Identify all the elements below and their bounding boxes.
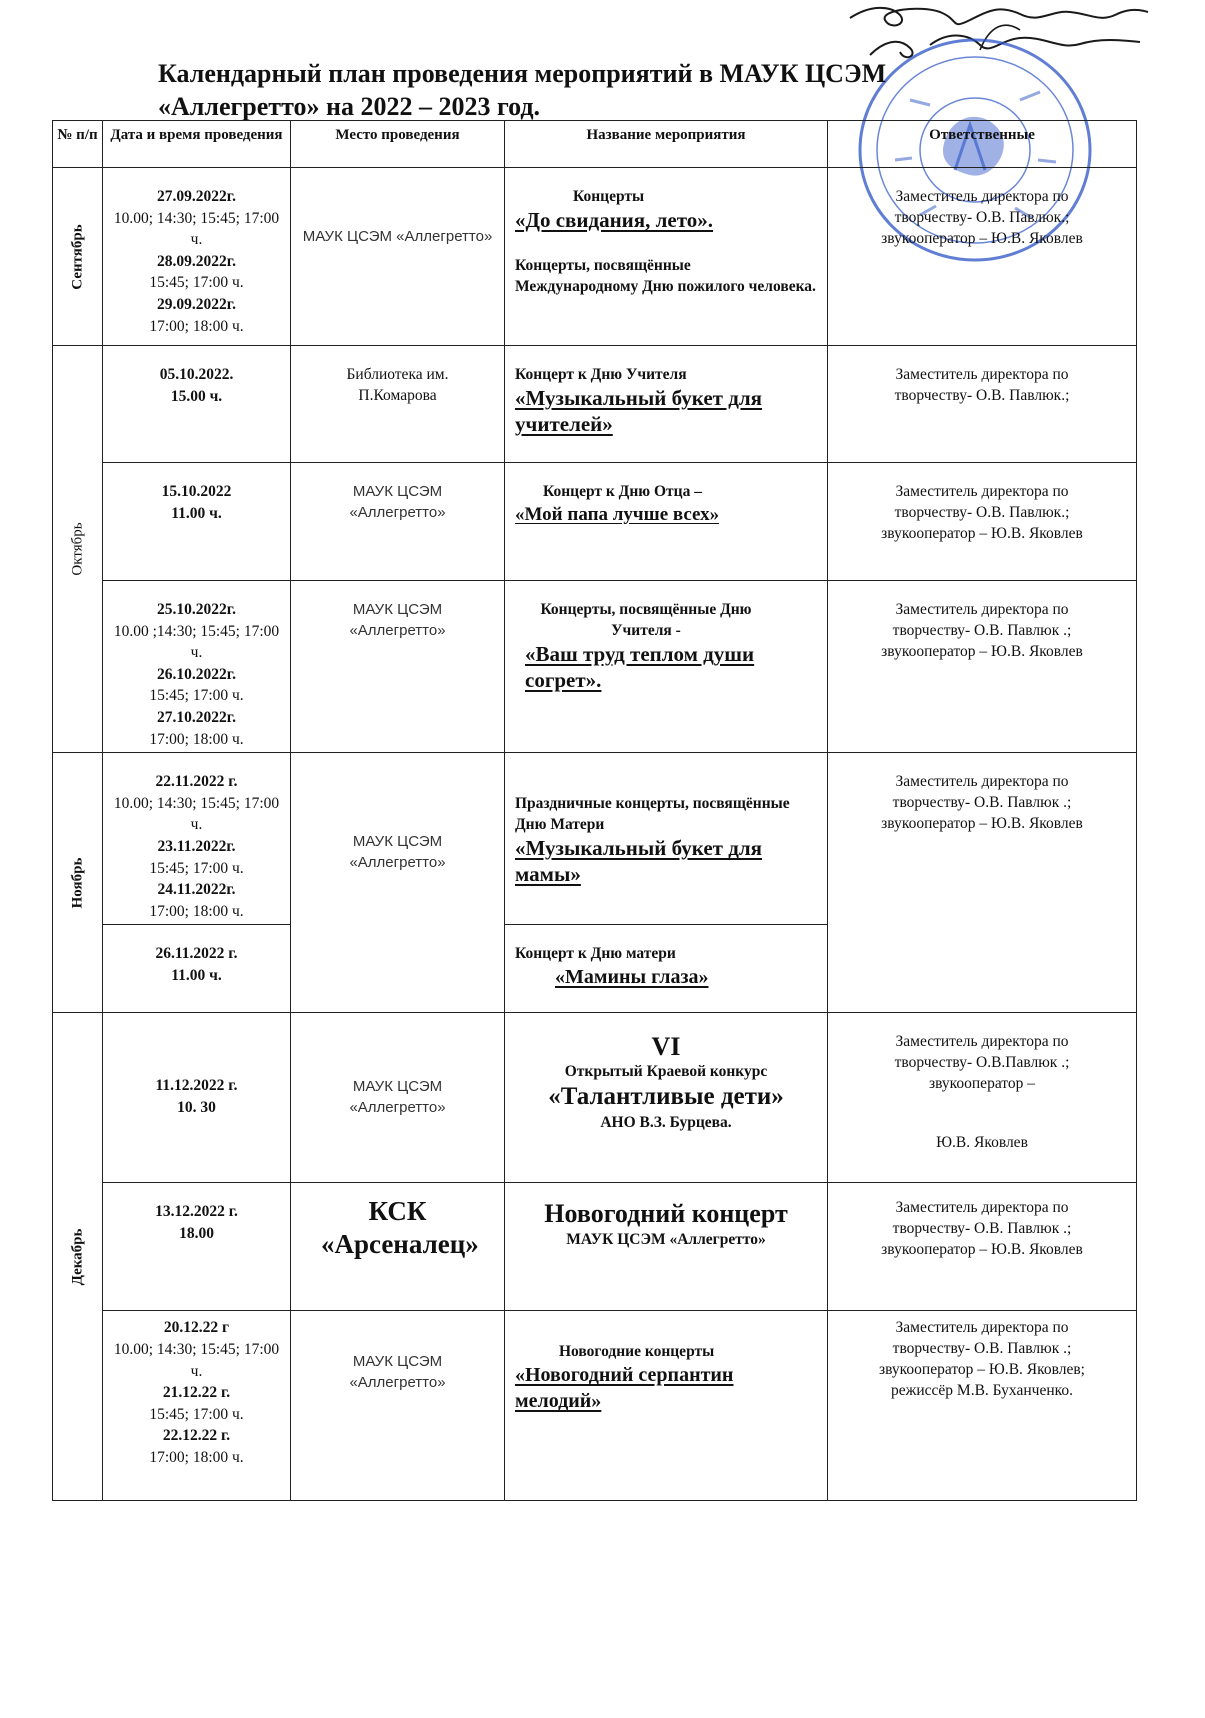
time: 10.00; 14:30; 15:45; 17:00 ч.	[113, 794, 280, 834]
place-cell: МАУК ЦСЭМ «Аллегретто»	[291, 463, 505, 581]
table-row	[53, 168, 1137, 346]
event-cell	[505, 1013, 828, 1183]
date: 22.12.22 г.	[162, 1427, 231, 1445]
place-cell: КСК «Арсеналец»	[291, 1183, 505, 1311]
responsible-cell: Заместитель директора по творчеству- О.В. Павлюк.;	[828, 346, 1137, 463]
month-cell	[53, 1013, 103, 1501]
date-cell	[103, 168, 291, 346]
event-cell	[505, 753, 828, 925]
time: 10.00; 14:30; 15:45; 17:00 ч.	[113, 1340, 280, 1380]
event-name: «Музыкальный букет для учителей»	[515, 386, 763, 436]
time: 10. 30	[177, 1098, 216, 1116]
date-cell	[103, 463, 291, 581]
date: 27.09.2022г.	[157, 188, 236, 205]
time: 15.00 ч.	[170, 387, 223, 405]
header-place: Место проведения	[291, 121, 505, 168]
time: 17:00; 18:00 ч.	[149, 902, 244, 920]
event-type: Концерт к Дню Учителя	[515, 366, 687, 383]
event-name: «Музыкальный букет для мамы»	[515, 836, 763, 887]
header-responsible: Ответственные	[828, 121, 1137, 168]
event-edition: VI	[651, 1032, 681, 1062]
event-cell	[505, 925, 828, 1013]
month-september: Сентябрь	[69, 223, 85, 290]
responsible-cell: Заместитель директора по творчеству- О.В. Павлюк.; звукооператор – Ю.В. Яковлев	[828, 463, 1137, 581]
title-line-2: «Аллегретто» на 2022 – 2023 год.	[158, 92, 541, 121]
responsible-text: Заместитель директора по творчеству- О.В.Павлюк .; звукооператор –	[894, 1033, 1070, 1093]
date: 26.11.2022 г.	[155, 945, 238, 963]
month-cell	[53, 753, 103, 1013]
date: 29.09.2022г.	[157, 295, 236, 313]
events-table	[52, 120, 1137, 1501]
event-name: «До свидания, лето».	[515, 208, 714, 232]
time: 11.00 ч.	[171, 504, 222, 522]
date: 24.11.2022г.	[157, 881, 236, 899]
responsible-name: Ю.В. Яковлев	[936, 1134, 1028, 1152]
date: 21.12.22 г.	[162, 1384, 231, 1402]
time: 10.00; 14:30; 15:45; 17:00 ч.	[113, 209, 280, 249]
responsible-cell: Заместитель директора по творчеству- О.В. Павлюк .; звукооператор – Ю.В. Яковлев	[828, 1183, 1137, 1311]
time: 17:00; 18:00 ч.	[149, 1448, 244, 1466]
time: 11.00 ч.	[171, 966, 222, 984]
date: 26.10.2022г.	[157, 665, 236, 683]
date-cell	[103, 581, 291, 753]
date: 15.10.2022	[161, 483, 232, 500]
table-row	[53, 1183, 1137, 1311]
date: 11.12.2022 г.	[155, 1077, 238, 1095]
date-cell	[103, 346, 291, 463]
time: 17:00; 18:00 ч.	[149, 730, 244, 748]
event-cell	[505, 463, 828, 581]
time: 18.00	[179, 1224, 214, 1242]
table-row	[53, 753, 1137, 925]
event-type: Открытый Краевой конкурс	[564, 1063, 768, 1081]
event-type: Концерт к Дню матери	[515, 945, 676, 963]
month-october: Октябрь	[69, 522, 85, 576]
date: 20.12.22 г	[163, 1319, 230, 1337]
event-name: «Мамины глаза»	[555, 966, 709, 989]
month-december: Декабрь	[69, 1228, 85, 1286]
event-name: «Новогодний серпантин мелодий»	[515, 1364, 734, 1413]
time: 10.00 ;14:30; 15:45; 17:00 ч.	[113, 622, 280, 662]
title-line-1: Календарный план проведения мероприятий в МАУК ЦСЭМ	[158, 59, 887, 88]
place-cell: МАУК ЦСЭМ «Аллегретто»	[291, 753, 505, 1013]
event-type: Концерты	[573, 188, 645, 205]
header-num: № п/п	[53, 121, 103, 168]
place-cell: МАУК ЦСЭМ «Аллегретто»	[291, 581, 505, 753]
event-organizer: МАУК ЦСЭМ «Аллегретто»	[566, 1231, 766, 1249]
date-cell	[103, 1311, 291, 1501]
time: 15:45; 17:00 ч.	[149, 1405, 244, 1423]
event-cell	[505, 581, 828, 753]
event-description: Концерты, посвящённые Международному Дню пожилого человека.	[515, 257, 816, 295]
date-cell	[103, 753, 291, 925]
date-cell	[103, 1183, 291, 1311]
date-cell	[103, 925, 291, 1013]
date: 22.11.2022 г.	[155, 773, 238, 791]
responsible-cell	[828, 1013, 1137, 1183]
table-row	[53, 346, 1137, 463]
table-header-row	[53, 121, 1137, 168]
header-date: Дата и время проведения	[103, 121, 291, 168]
event-name: «Мой папа лучше всех»	[515, 504, 720, 525]
month-cell	[53, 346, 103, 753]
time: 15:45; 17:00 ч.	[149, 859, 244, 877]
table-row	[53, 1013, 1137, 1183]
time: 15:45; 17:00 ч.	[149, 274, 244, 292]
place-cell: Библиотека им. П.Комарова	[291, 346, 505, 463]
date: 13.12.2022 г.	[155, 1203, 238, 1221]
event-name: «Талантливые дети»	[548, 1083, 784, 1111]
date: 25.10.2022г.	[157, 601, 236, 618]
event-cell	[505, 168, 828, 346]
month-november: Ноябрь	[69, 857, 85, 909]
document-title	[158, 57, 1058, 123]
responsible-cell: Заместитель директора по творчеству- О.В. Павлюк .; звукооператор – Ю.В. Яковлев	[828, 753, 1137, 1013]
event-type: Праздничные концерты, посвящённые Дню Матери	[515, 795, 790, 834]
time: 17:00; 18:00 ч.	[149, 317, 244, 335]
responsible-cell: Заместитель директора по творчеству- О.В. Павлюк .; звукооператор – Ю.В. Яковлев	[828, 581, 1137, 753]
date: 05.10.2022.	[159, 366, 234, 383]
event-name: «Ваш труд теплом души согрет».	[525, 642, 755, 692]
event-cell	[505, 346, 828, 463]
date-cell	[103, 1013, 291, 1183]
header-event: Название мероприятия	[505, 121, 828, 168]
place-cell: МАУК ЦСЭМ «Аллегретто»	[291, 1013, 505, 1183]
event-cell	[505, 1183, 828, 1311]
date: 27.10.2022г.	[157, 708, 236, 726]
responsible-cell: Заместитель директора по творчеству- О.В. Павлюк.; звукооператор – Ю.В. Яковлев	[828, 168, 1137, 346]
responsible-cell: Заместитель директора по творчеству- О.В. Павлюк .; звукооператор – Ю.В. Яковлев; режиссёр М.В. Буханченко.	[828, 1311, 1137, 1501]
table-row	[53, 581, 1137, 753]
event-cell	[505, 1311, 828, 1501]
event-type: Новогодние концерты	[559, 1343, 715, 1361]
date: 23.11.2022г.	[157, 837, 236, 855]
event-organizer: АНО В.З. Бурцева.	[600, 1114, 732, 1132]
date: 28.09.2022г.	[157, 252, 236, 270]
event-type: Концерт к Дню Отца –	[543, 483, 702, 500]
event-type: Концерты, посвящённые Дню Учителя -	[540, 601, 752, 639]
table-row	[53, 463, 1137, 581]
month-cell	[53, 168, 103, 346]
event-name: Новогодний концерт	[544, 1199, 788, 1229]
place-cell: МАУК ЦСЭМ «Аллегретто»	[291, 1311, 505, 1501]
time: 15:45; 17:00 ч.	[149, 687, 244, 705]
place-cell: МАУК ЦСЭМ «Аллегретто»	[291, 168, 505, 346]
table-row	[53, 1311, 1137, 1501]
